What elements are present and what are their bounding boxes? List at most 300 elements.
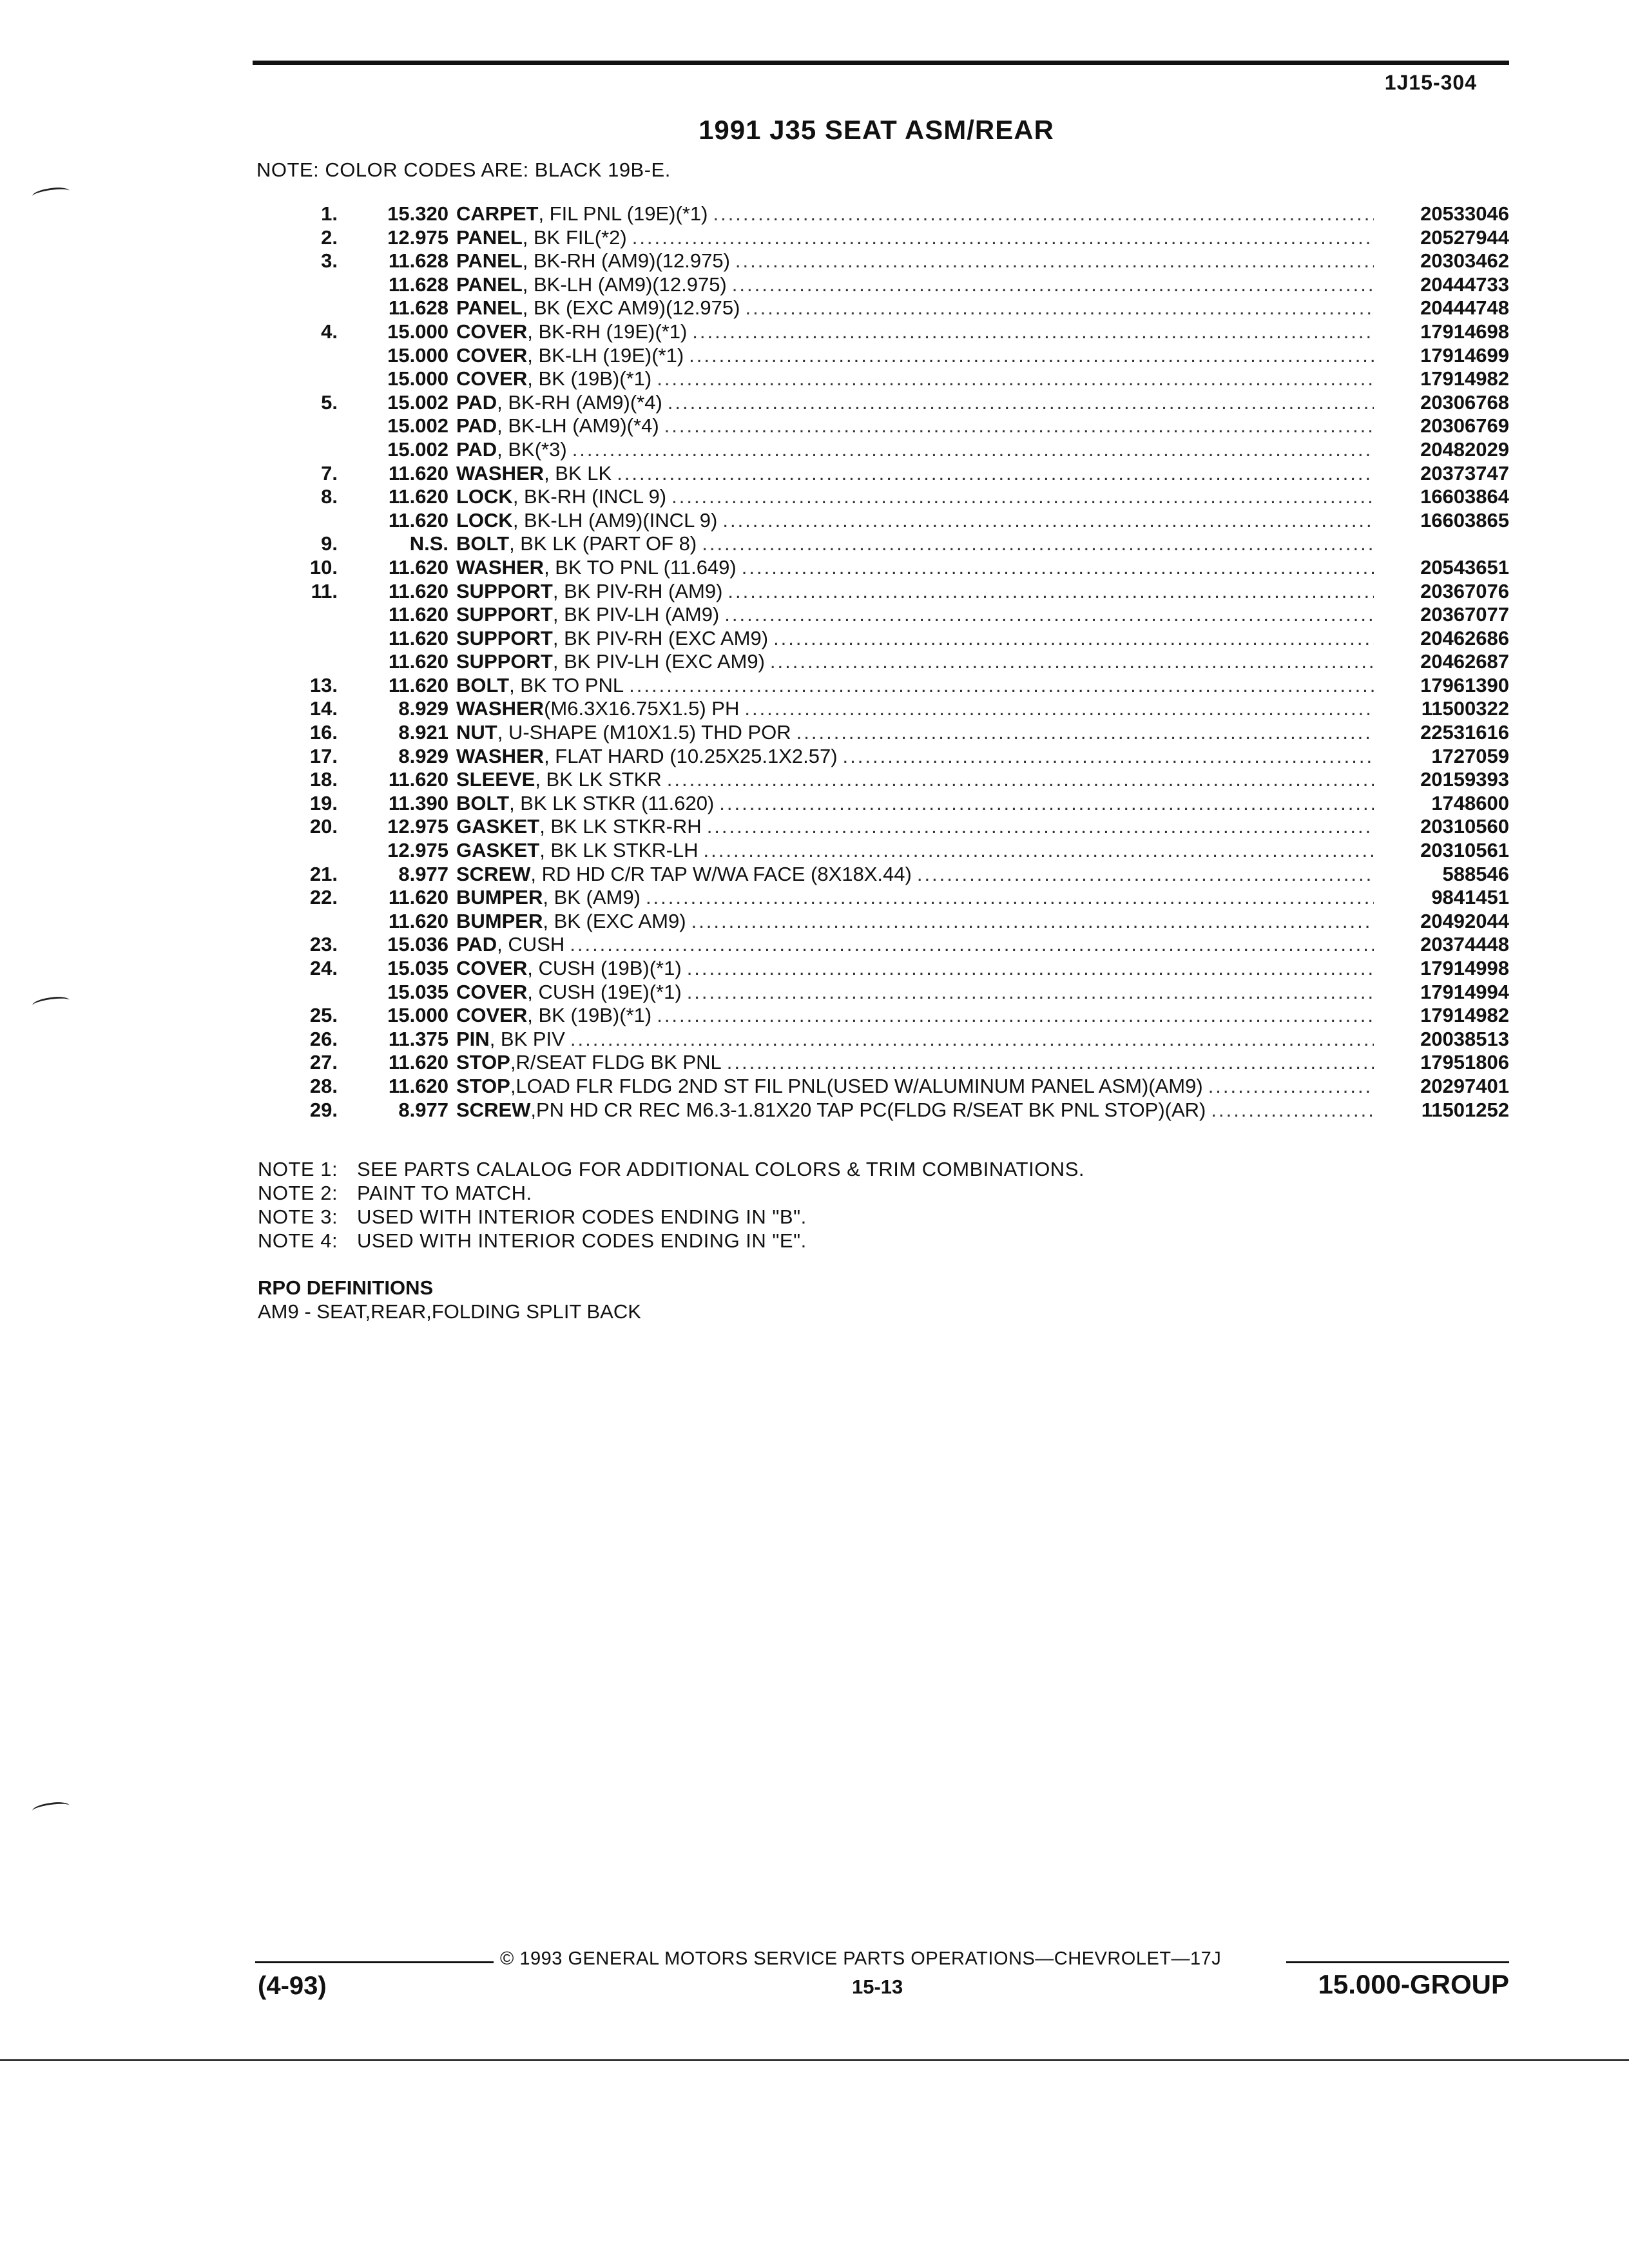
item-number: 13. [309,673,338,697]
part-detail: , RD HD C/R TAP W/WA FACE (8X18X.44) [530,862,912,885]
item-number: 24. [309,957,338,979]
group-number: 11.620 [388,886,448,909]
part-name: NUT [456,721,497,744]
leader-dots [671,485,1374,509]
part-name: STOP [456,1074,510,1097]
group-number: 11.620 [388,1051,448,1074]
item-number: 29. [309,1098,338,1121]
page-number: 15-13 [852,1975,903,1998]
leader-dots [704,839,1374,863]
part-name: SUPPORT [456,603,553,626]
group-number: 11.620 [388,508,448,532]
part-number: 20306769 [1420,414,1509,437]
part-row [258,202,1509,226]
part-detail: ,PN HD CR REC M6.3-1.81X20 TAP PC(FLDG R/SEAT BK PNL STOP)(AR) [530,1098,1206,1121]
rpo-definition: AM9 - SEAT,REAR,FOLDING SPLIT BACK [258,1300,641,1323]
leader-dots [713,202,1374,226]
note-text: PAINT TO MATCH. [357,1182,532,1204]
leader-dots [707,815,1374,839]
part-name: PAD [456,437,497,461]
item-number: 4. [321,320,338,343]
group-number: 15.035 [387,957,448,979]
leader-dots [664,414,1374,438]
leader-dots [687,981,1374,1004]
part-detail: , BK-LH (AM9)(INCL 9) [512,508,718,532]
part-name: SUPPORT [456,650,553,673]
copyright-notice: © 1993 GENERAL MOTORS SERVICE PARTS OPERATIONS—CHEVROLET—17J [500,1948,1222,1969]
parts-list [258,202,1509,1122]
note-text: USED WITH INTERIOR CODES ENDING IN "E". [357,1229,807,1252]
group-number: 11.375 [388,1027,448,1050]
part-row [258,792,1509,816]
group-number: 11.620 [388,1074,448,1097]
group-number: 15.036 [387,933,448,956]
part-row [258,532,1509,556]
leader-dots [744,697,1374,721]
group-number: 11.628 [388,273,448,296]
part-number: 16603864 [1420,485,1509,508]
part-number: 20462687 [1420,650,1509,673]
rpo-definitions [258,1276,641,1323]
part-number: 17914998 [1420,957,1509,979]
part-number: 9841451 [1431,886,1509,909]
part-number: 20038513 [1420,1027,1509,1050]
leader-dots [742,556,1374,580]
part-row [258,249,1509,273]
part-detail: , BK LK STKR-LH [539,839,699,862]
part-detail: , BK TO PNL (11.649) [544,555,737,579]
part-detail: , FLAT HARD (10.25X25.1X2.57) [544,744,838,767]
part-name: PAD [456,390,497,414]
part-description [456,344,1374,368]
part-number: 17951806 [1420,1051,1509,1074]
leader-dots [702,532,1374,556]
part-name: COVER [456,957,528,979]
part-description [456,320,1374,344]
part-name: GASKET [456,839,540,862]
leader-dots [692,320,1374,344]
part-description [456,226,1374,250]
part-row [258,462,1509,486]
part-row [258,556,1509,580]
item-number: 19. [309,791,338,814]
part-description [456,981,1374,1004]
group-number: 8.977 [398,1098,448,1121]
group-number: 15.035 [387,980,448,1003]
part-name: SCREW [456,862,531,885]
leader-dots [745,296,1374,320]
leader-dots [632,226,1374,250]
note-row [258,1181,1084,1205]
leader-dots [646,886,1374,910]
part-description [456,1004,1374,1028]
part-detail: , CUSH (19E)(*1) [527,980,682,1003]
part-description [456,249,1374,273]
part-row [258,320,1509,344]
part-name: WASHER [456,461,545,485]
leader-dots [796,721,1374,745]
leader-dots [689,344,1374,368]
part-row [258,815,1509,839]
part-number: 20303462 [1420,249,1509,273]
leader-dots [667,768,1374,792]
part-detail: , BK-LH (AM9)(*4) [497,414,659,437]
part-name: BOLT [456,673,510,697]
part-name: GASKET [456,815,540,838]
part-detail: , BK PIV-RH (AM9) [552,579,723,602]
group-number: 11.620 [388,579,448,602]
group-number: 12.975 [387,839,448,862]
part-number: 20374448 [1420,933,1509,956]
part-name: WASHER [456,697,545,720]
part-row [258,768,1509,792]
part-row [258,863,1509,887]
part-name: PAD [456,414,497,437]
part-description [456,414,1374,438]
part-detail: , BK-LH (AM9)(12.975) [522,273,727,296]
part-number: 20533046 [1420,202,1509,225]
part-description [456,532,1374,556]
part-name: SCREW [456,1098,531,1121]
part-row [258,910,1509,934]
part-row [258,367,1509,391]
item-number: 11. [311,579,338,602]
part-detail: , CUSH [497,933,565,956]
part-description [456,957,1374,981]
part-detail: , BK-RH (INCL 9) [512,485,667,508]
leader-dots [735,249,1374,273]
item-number: 16. [309,721,338,744]
part-detail: , BK-RH (AM9)(12.975) [522,249,730,273]
item-number: 9. [321,532,338,555]
note-row [258,1229,1084,1253]
part-number: 20159393 [1420,768,1509,791]
item-number: 18. [309,768,338,791]
part-row [258,839,1509,863]
part-detail: ,R/SEAT FLDG BK PNL [510,1051,722,1074]
group-number: 15.002 [387,414,448,437]
part-description [456,674,1374,698]
leader-dots [719,792,1374,816]
part-detail: , FIL PNL (19E)(*1) [538,202,708,225]
part-description [456,367,1374,391]
part-detail: , BK-RH (AM9)(*4) [497,390,662,414]
part-name: WASHER [456,555,545,579]
part-detail: , CUSH (19B)(*1) [527,957,682,979]
group-number: 11.620 [388,485,448,508]
part-number: 11500322 [1421,697,1509,720]
binder-hole-mark [32,995,70,1011]
leader-dots [770,650,1374,674]
part-number: 17914994 [1420,980,1509,1003]
note-row [258,1157,1084,1181]
part-row [258,296,1509,320]
group-number: 11.620 [388,555,448,579]
part-row [258,580,1509,604]
item-number: 5. [321,390,338,414]
part-detail: ,LOAD FLR FLDG 2ND ST FIL PNL(USED W/ALUMINUM PANEL ASM)(AM9) [510,1074,1203,1097]
part-name: WASHER [456,744,545,767]
item-number: 21. [309,862,338,885]
part-name: PAD [456,933,497,956]
item-number: 20. [309,815,338,838]
part-number: 20306768 [1420,390,1509,414]
leader-dots [1208,1075,1374,1099]
group-number: 15.000 [387,1004,448,1027]
part-description [456,886,1374,910]
part-description [456,863,1374,887]
note-label: NOTE 2: [258,1182,338,1204]
group-number: 15.320 [387,202,448,225]
part-number: 20367076 [1420,579,1509,602]
part-description [456,697,1374,721]
part-row [258,1028,1509,1052]
part-description [456,910,1374,934]
binder-hole-mark [32,1800,70,1816]
group-number: 15.000 [387,320,448,343]
color-code-note: NOTE: COLOR CODES ARE: BLACK 19B-E. [256,159,671,181]
part-number: 1748600 [1431,791,1509,814]
part-name: PIN [456,1027,490,1050]
part-name: PANEL [456,249,523,273]
part-number: 20297401 [1420,1074,1509,1097]
part-number: 20310560 [1420,815,1509,838]
part-detail: , BK LK STKR [535,768,662,791]
part-row [258,933,1509,957]
part-description [456,627,1374,651]
group-number: 11.620 [388,650,448,673]
part-description [456,933,1374,957]
part-detail: , BK-RH (19E)(*1) [527,320,688,343]
part-row [258,674,1509,698]
note-label: NOTE 4: [258,1229,338,1252]
part-detail: , BK LK (PART OF 8) [509,532,697,555]
group-number: 12.975 [387,226,448,249]
part-detail: , BK (EXC AM9)(12.975) [522,296,740,320]
note-label: NOTE 1: [258,1158,338,1180]
part-name: LOCK [456,508,513,532]
part-number: 17914698 [1420,320,1509,343]
part-number: 22531616 [1420,721,1509,744]
part-row [258,981,1509,1004]
leader-dots [570,933,1374,957]
part-number: 20444748 [1420,296,1509,320]
leader-dots [657,1004,1374,1028]
group-number: N.S. [409,532,448,555]
part-detail: , BK PIV-LH (AM9) [552,603,720,626]
part-description [456,273,1374,297]
leader-dots [570,1028,1374,1052]
part-description [456,792,1374,816]
part-number: 1727059 [1431,744,1509,767]
part-detail: (M6.3X16.75X1.5) PH [544,697,740,720]
part-description [456,438,1374,462]
part-name: BOLT [456,532,510,555]
part-description [456,556,1374,580]
part-detail: , BK (EXC AM9) [543,909,686,932]
leader-dots [617,462,1374,486]
page-title: 1991 J35 SEAT ASM/REAR [699,115,1054,145]
part-detail: , BK LK [544,461,612,485]
item-number: 8. [321,485,338,508]
part-description [456,391,1374,415]
item-number: 27. [309,1051,338,1074]
part-row [258,226,1509,250]
group-number: 8.921 [398,721,448,744]
part-row [258,1004,1509,1028]
group-number: 11.628 [388,296,448,320]
part-description [456,745,1374,769]
part-description [456,296,1374,320]
part-name: STOP [456,1051,510,1074]
group-number: 11.620 [388,461,448,485]
leader-dots [629,674,1374,698]
leader-dots [843,745,1374,769]
item-number: 7. [321,461,338,485]
part-detail: , U-SHAPE (M10X1.5) THD POR [497,721,791,744]
part-detail: , BK-LH (19E)(*1) [527,343,684,367]
part-detail: , BK TO PNL [509,673,624,697]
binder-hole-mark [32,186,70,202]
part-detail: , BK (19B)(*1) [527,367,652,390]
leader-dots [657,367,1374,391]
note-text: SEE PARTS CALALOG FOR ADDITIONAL COLORS & TRIM COMBINATIONS. [357,1158,1084,1180]
part-number: 17914699 [1420,343,1509,367]
part-number: 20373747 [1420,461,1509,485]
part-description [456,485,1374,509]
part-description [456,1075,1374,1099]
item-number: 28. [309,1074,338,1097]
part-row [258,414,1509,438]
part-name: PANEL [456,273,523,296]
part-description [456,580,1374,604]
part-description [456,1099,1374,1122]
part-row [258,273,1509,297]
part-detail: , BK PIV-RH (EXC AM9) [552,626,769,649]
part-name: BOLT [456,791,510,814]
part-row [258,627,1509,651]
part-detail: , BK (AM9) [543,886,641,909]
part-number: 17914982 [1420,367,1509,390]
part-name: LOCK [456,485,513,508]
part-detail: , BK(*3) [497,437,567,461]
part-row [258,438,1509,462]
part-description [456,768,1374,792]
group-number: 15.000 [387,343,448,367]
part-detail: , BK FIL(*2) [522,226,627,249]
item-number: 26. [309,1027,338,1050]
footer-rule-right [1286,1961,1509,1963]
item-number: 3. [321,249,338,273]
part-number: 20482029 [1420,437,1509,461]
leader-dots [668,391,1374,415]
part-number: 20492044 [1420,909,1509,932]
part-name: CARPET [456,202,539,225]
part-detail: , BK PIV-LH (EXC AM9) [552,650,765,673]
leader-dots [728,580,1374,604]
group-number: 11.620 [388,909,448,932]
part-detail: , BK (19B)(*1) [527,1004,652,1027]
leader-dots [773,627,1374,651]
leader-dots [917,863,1374,887]
part-row [258,650,1509,674]
part-detail: , BK LK STKR-RH [539,815,702,838]
leader-dots [727,1051,1374,1075]
top-rule [253,61,1509,65]
item-number: 25. [309,1004,338,1027]
item-number: 10. [309,555,338,579]
part-number: 17914982 [1420,1004,1509,1027]
part-row [258,344,1509,368]
group-number: 15.000 [387,367,448,390]
group-number: 8.977 [398,862,448,885]
part-number: 11501252 [1421,1098,1509,1121]
part-row [258,745,1509,769]
item-number: 23. [309,933,338,956]
note-label: NOTE 3: [258,1206,338,1228]
item-number: 17. [309,744,338,767]
part-row [258,391,1509,415]
leader-dots [691,910,1374,934]
part-description [456,839,1374,863]
leader-dots [687,957,1374,981]
part-name: COVER [456,320,528,343]
group-number: 11.620 [388,768,448,791]
group-number: 11.620 [388,673,448,697]
part-name: SUPPORT [456,626,553,649]
part-description [456,603,1374,627]
item-number: 2. [321,226,338,249]
part-number: 20310561 [1420,839,1509,862]
group-number: 15.002 [387,437,448,461]
part-row [258,485,1509,509]
part-number: 17961390 [1420,673,1509,697]
part-description [456,1051,1374,1075]
leader-dots [732,273,1374,297]
part-row [258,1099,1509,1122]
part-name: BUMPER [456,909,543,932]
item-number: 22. [309,886,338,909]
part-row [258,957,1509,981]
group-number: 12.975 [387,815,448,838]
part-name: COVER [456,1004,528,1027]
part-row [258,603,1509,627]
part-detail: , BK LK STKR (11.620) [509,791,715,814]
group-label: 15.000-GROUP [1318,1969,1509,1999]
part-row [258,721,1509,745]
part-name: SUPPORT [456,579,553,602]
group-number: 11.620 [388,603,448,626]
part-name: SLEEVE [456,768,535,791]
document-id: 1J15-304 [1384,71,1477,94]
note-row [258,1205,1084,1229]
leader-dots [724,603,1374,627]
leader-dots [1211,1099,1374,1122]
group-number: 11.390 [388,791,448,814]
part-number: 20367077 [1420,603,1509,626]
part-name: PANEL [456,226,523,249]
part-number: 20543651 [1420,555,1509,579]
part-number: 16603865 [1420,508,1509,532]
rpo-heading: RPO DEFINITIONS [258,1276,434,1299]
part-name: PANEL [456,296,523,320]
part-row [258,509,1509,533]
part-detail: , BK PIV [489,1027,565,1050]
footer-rule-left [255,1961,494,1963]
item-number: 1. [321,202,338,225]
part-name: BUMPER [456,886,543,909]
part-row [258,697,1509,721]
